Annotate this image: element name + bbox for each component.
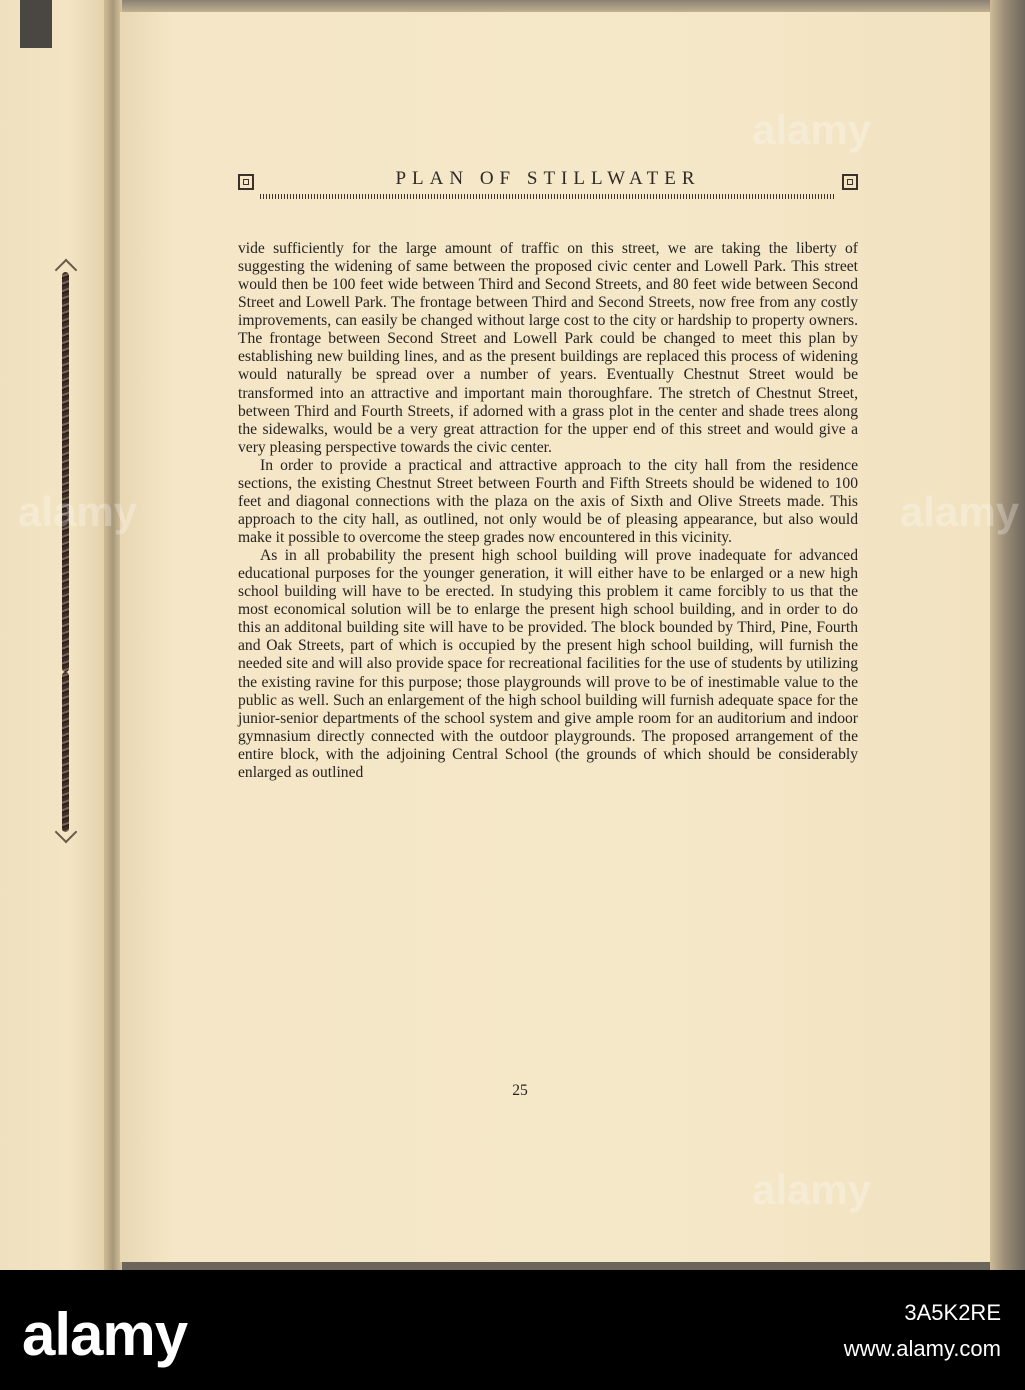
page-title: PLAN OF STILLWATER (395, 168, 701, 189)
paragraph: As in all probability the present high school building will prove inadequate for advanced educational purposes for the younger generation, it will either have to be enlarged or a new high school building will have to be erected. In studying this problem it came forcibly to us that the most economical solution will be to enlarge the present high school building, and in order to do this an additonal building site will have to be provided. The block bounded by Third, Pine, Fourth and Oak Streets, part of which is occupied by the present high school building, will furnish the needed site and will also provide space for recreational facilities for the use of students by utilizing the existing ravine for this purpose; those playgrounds will prove to be of inestimable value to the public as well. Such an enlargement of the high school building will furnish adequate space for the junior-senior departments of the school system and give ample room for an auditorium and indoor gymnasium directly connected with the outdoor playgrounds. The proposed arrangement of the entire block, with the adjoining Central School (the grounds of which should be considerably enlarged as outlined (238, 547, 858, 781)
running-header (238, 168, 858, 204)
watermark-logo: alamy (900, 488, 1020, 535)
watermark-logo: alamy (752, 106, 872, 153)
square-ornament-icon (842, 174, 858, 190)
square-ornament-icon (238, 174, 254, 190)
left-page (0, 0, 112, 1270)
binding-cord-upper (62, 272, 69, 672)
paragraph: In order to provide a practical and attractive approach to the city hall from the residence sections, the existing Chestnut Street between Fourth and Fifth Streets should be widened to 100 feet and diagonal connections with the plaza on the axis of Sixth and Olive Streets made. This approach to the city hall, as outlined, not only would be of pleasing appearance, but also would make it possible to overcome the steep grades now encountered in this vicinity. (238, 456, 858, 546)
body-text (238, 240, 858, 782)
binding-cord-lower (62, 672, 69, 832)
paragraph: vide sufficiently for the large amount of traffic on this street, we are taking the liberty of suggesting the widening of same between the proposed civic center and Lowell Park. This street would then be 100 feet wide between Third and Second Streets, and 80 feet wide between Second Street and Lowell Park. The frontage between Third and Second Streets, now free from any costly improvements, can easily be changed without large cost to the city or hardship to property owners. The frontage between Second Street and Lowell Park could be changed to meet this plan by establishing new building lines, and as the present buildings are replaced this process of widening would naturally be spread over a number of years. Eventually Chestnut Street would be transformed into an attractive and important main thoroughfare. The stretch of Chestnut Street, between Third and Fourth Streets, if adorned with a grass plot in the center and shade trees along the sidewalks, would be a very great attraction for the upper end of this street and would give a very pleasing perspective towards the civic center. (238, 240, 858, 456)
header-rule (260, 194, 836, 199)
site-url: www.alamy.com (843, 1336, 1001, 1361)
binding-corner (20, 0, 52, 48)
alamy-logo: alamy (22, 1301, 188, 1368)
watermark-logo: alamy (18, 488, 138, 535)
watermark-logo: alamy (752, 1166, 872, 1213)
page-edge (990, 0, 1025, 1270)
page-number: 25 (512, 1082, 528, 1099)
image-id: 3A5K2RE (904, 1300, 1001, 1325)
